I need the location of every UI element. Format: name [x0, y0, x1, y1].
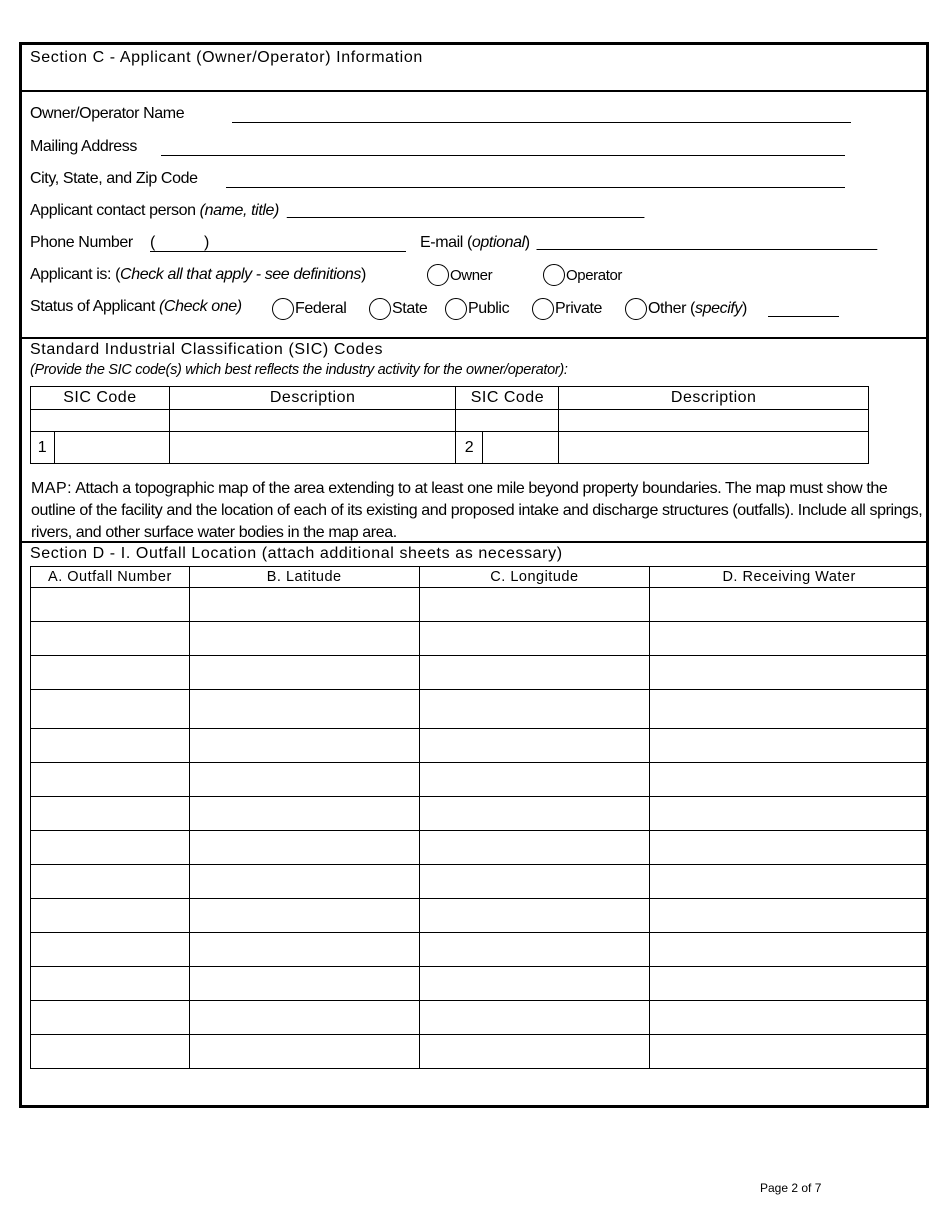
description-header-1: Description	[169, 387, 456, 410]
private-radio-label: Private	[555, 300, 602, 317]
receiving-water-cell[interactable]	[650, 1035, 929, 1069]
applicant-is-hint: Check all that apply - see definitions	[120, 266, 361, 283]
public-radio-label: Public	[468, 300, 510, 317]
map-label: MAP:	[31, 480, 73, 497]
owner-name-label: Owner/Operator Name	[30, 105, 185, 122]
latitude-cell[interactable]	[189, 622, 419, 656]
receiving-water-cell[interactable]	[650, 763, 929, 797]
longitude-cell[interactable]	[419, 967, 650, 1001]
operator-radio-label: Operator	[566, 266, 622, 284]
city-state-zip-field[interactable]	[226, 187, 845, 188]
state-radio-label: State	[392, 300, 428, 317]
divider	[22, 541, 926, 543]
owner-radio-label: Owner	[450, 266, 493, 284]
sic-cell[interactable]	[456, 410, 559, 432]
outfall-number-cell[interactable]	[31, 1035, 190, 1069]
outfall-number-cell[interactable]	[31, 588, 190, 622]
longitude-cell[interactable]	[419, 763, 650, 797]
mailing-address-field[interactable]	[161, 155, 845, 156]
receiving-water-cell[interactable]	[650, 690, 929, 729]
sic-entry-row	[31, 432, 869, 464]
outfall-row	[31, 899, 929, 933]
outfall-number-cell[interactable]	[31, 622, 190, 656]
sic-title: Standard Industrial Classification (SIC) Codes	[30, 341, 384, 358]
sic-row-number: 2	[456, 432, 483, 464]
status-label: Status of Applicant	[30, 298, 159, 315]
receiving-water-cell[interactable]	[650, 797, 929, 831]
outfall-number-cell[interactable]	[31, 729, 190, 763]
receiving-water-cell[interactable]	[650, 865, 929, 899]
sic-header-row	[31, 387, 869, 410]
section-c-title: Section C - Applicant (Owner/Operator) Information	[30, 49, 423, 66]
contact-person-hint: (name, title)	[199, 202, 279, 219]
sic-cell[interactable]	[559, 410, 869, 432]
other-specify-field[interactable]	[768, 316, 839, 317]
phone-open-paren: (	[150, 234, 155, 251]
other-suffix: )	[742, 300, 747, 317]
latitude-cell[interactable]	[189, 831, 419, 865]
operator-radio[interactable]	[543, 264, 565, 286]
sic-instruction: (Provide the SIC code(s) which best reflects the industry activity for the owner/operator):	[30, 362, 568, 378]
divider	[22, 337, 926, 339]
longitude-cell[interactable]	[419, 588, 650, 622]
latitude-cell[interactable]	[189, 729, 419, 763]
contact-person-row	[30, 202, 644, 220]
email-close: )	[524, 234, 530, 251]
outfall-number-cell[interactable]	[31, 967, 190, 1001]
latitude-cell[interactable]	[189, 933, 419, 967]
contact-person-field[interactable]: __________________________________________	[287, 202, 644, 219]
sic-code-header-1: SIC Code	[31, 387, 170, 410]
outfall-row	[31, 690, 929, 729]
outfall-number-cell[interactable]	[31, 763, 190, 797]
outfall-number-cell[interactable]	[31, 831, 190, 865]
sic-spacer-row	[31, 410, 869, 432]
receiving-water-cell[interactable]	[650, 656, 929, 690]
receiving-water-cell[interactable]	[650, 899, 929, 933]
status-hint: (Check one)	[158, 298, 242, 315]
email-hint: optional	[471, 234, 525, 251]
outfall-number-cell[interactable]	[31, 797, 190, 831]
outfall-row	[31, 831, 929, 865]
receiving-water-cell[interactable]	[650, 933, 929, 967]
email-field[interactable]: ________________________________________	[536, 234, 877, 251]
operator-radio-option[interactable]	[543, 264, 622, 286]
state-radio-option[interactable]	[369, 298, 427, 320]
longitude-cell[interactable]	[419, 1035, 650, 1069]
phone-label: Phone Number	[30, 234, 133, 251]
owner-radio[interactable]	[427, 264, 449, 286]
email-row	[420, 234, 877, 252]
outfall-table	[30, 566, 929, 1069]
outfall-number-cell[interactable]	[31, 1001, 190, 1035]
sic-row-number: 1	[31, 432, 55, 464]
longitude-cell[interactable]	[419, 622, 650, 656]
longitude-header: C. Longitude	[419, 567, 650, 588]
sic-cell[interactable]	[169, 410, 456, 432]
receiving-water-cell[interactable]	[650, 729, 929, 763]
map-text: Attach a topographic map of the area extending to at least one mile beyond property boundaries. The map must show the outline of the facility and the location of each of its existing and proposed intake and discharge structures (outfalls). Include all springs, rivers, and other surface water bodies in the map area.	[31, 480, 923, 541]
outfall-number-cell[interactable]	[31, 690, 190, 729]
outfall-row	[31, 1035, 929, 1069]
other-radio-option[interactable]	[625, 298, 747, 320]
owner-radio-option[interactable]	[427, 264, 492, 286]
latitude-cell[interactable]	[189, 865, 419, 899]
federal-radio-label: Federal	[295, 300, 347, 317]
receiving-water-cell[interactable]	[650, 967, 929, 1001]
receiving-water-cell[interactable]	[650, 831, 929, 865]
federal-radio[interactable]	[272, 298, 294, 320]
outfall-row	[31, 865, 929, 899]
longitude-cell[interactable]	[419, 1001, 650, 1035]
outfall-row	[31, 622, 929, 656]
outfall-header-row	[31, 567, 929, 588]
status-row	[30, 298, 242, 316]
longitude-cell[interactable]	[419, 899, 650, 933]
longitude-cell[interactable]	[419, 797, 650, 831]
other-hint: specify	[695, 300, 742, 317]
outfall-number-cell[interactable]	[31, 865, 190, 899]
other-prefix: Other (	[648, 300, 695, 317]
outfall-number-cell[interactable]	[31, 933, 190, 967]
other-radio[interactable]	[625, 298, 647, 320]
outfall-row	[31, 967, 929, 1001]
latitude-cell[interactable]	[189, 656, 419, 690]
page-number: Page 2 of 7	[760, 1181, 822, 1195]
description-header-2: Description	[559, 387, 869, 410]
latitude-cell[interactable]	[189, 967, 419, 1001]
sic-code-header-2: SIC Code	[456, 387, 559, 410]
latitude-cell[interactable]	[189, 797, 419, 831]
owner-name-field[interactable]	[232, 122, 851, 123]
latitude-header: B. Latitude	[189, 567, 419, 588]
outfall-table-body	[31, 588, 929, 1069]
sic-description-2-field[interactable]	[559, 432, 869, 464]
receiving-water-cell[interactable]	[650, 622, 929, 656]
private-radio[interactable]	[532, 298, 554, 320]
applicant-is-row	[30, 266, 366, 284]
receiving-water-cell[interactable]	[650, 1001, 929, 1035]
sic-code-2-field[interactable]	[483, 432, 559, 464]
phone-close-paren: )	[204, 234, 209, 251]
form-frame	[19, 42, 929, 1108]
longitude-cell[interactable]	[419, 865, 650, 899]
mailing-address-label: Mailing Address	[30, 138, 137, 155]
sic-code-1-field[interactable]	[54, 432, 169, 464]
receiving-water-header: D. Receiving Water	[650, 567, 929, 588]
outfall-number-cell[interactable]	[31, 899, 190, 933]
applicant-is-label: Applicant is: (	[30, 266, 121, 283]
public-radio-option[interactable]	[445, 298, 509, 320]
outfall-number-cell[interactable]	[31, 656, 190, 690]
latitude-cell[interactable]	[189, 588, 419, 622]
outfall-row	[31, 1001, 929, 1035]
city-state-zip-label: City, State, and Zip Code	[30, 170, 198, 187]
longitude-cell[interactable]	[419, 729, 650, 763]
latitude-cell[interactable]	[189, 1035, 419, 1069]
sic-description-1-field[interactable]	[169, 432, 456, 464]
applicant-is-close: )	[361, 266, 366, 283]
longitude-cell[interactable]	[419, 656, 650, 690]
public-radio[interactable]	[445, 298, 467, 320]
longitude-cell[interactable]	[419, 933, 650, 967]
section-d-title: Section D - I. Outfall Location (attach additional sheets as necessary)	[30, 545, 563, 562]
longitude-cell[interactable]	[419, 690, 650, 729]
federal-radio-option[interactable]	[272, 298, 346, 320]
receiving-water-cell[interactable]	[650, 588, 929, 622]
private-radio-option[interactable]	[532, 298, 602, 320]
state-radio[interactable]	[369, 298, 391, 320]
outfall-row	[31, 797, 929, 831]
latitude-cell[interactable]	[189, 899, 419, 933]
outfall-row	[31, 588, 929, 622]
latitude-cell[interactable]	[189, 763, 419, 797]
map-instructions	[31, 478, 926, 544]
outfall-row	[31, 933, 929, 967]
outfall-row	[31, 729, 929, 763]
latitude-cell[interactable]	[189, 1001, 419, 1035]
latitude-cell[interactable]	[189, 690, 419, 729]
sic-cell[interactable]	[31, 410, 170, 432]
email-label: E-mail (	[420, 234, 472, 251]
sic-table	[30, 386, 869, 464]
outfall-number-header: A. Outfall Number	[31, 567, 190, 588]
divider	[22, 90, 926, 92]
contact-person-label: Applicant contact person	[30, 202, 196, 219]
outfall-row	[31, 656, 929, 690]
phone-field[interactable]	[150, 251, 406, 252]
outfall-row	[31, 763, 929, 797]
longitude-cell[interactable]	[419, 831, 650, 865]
